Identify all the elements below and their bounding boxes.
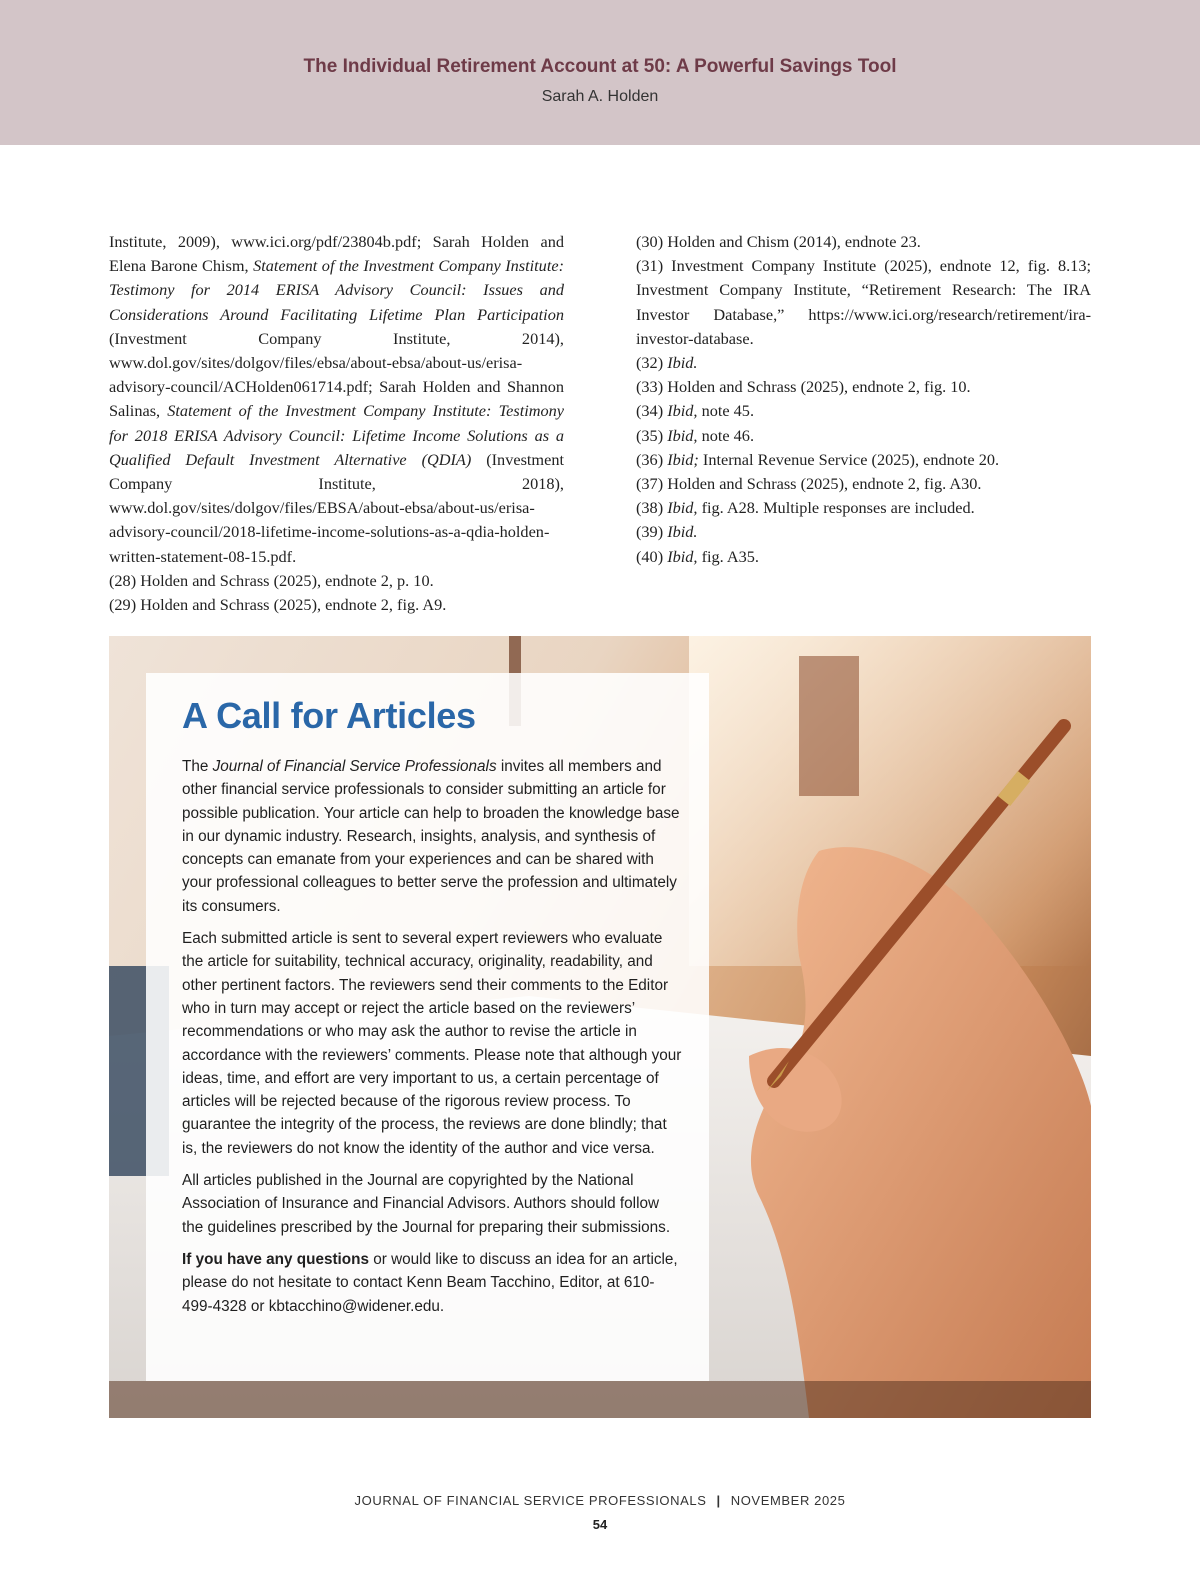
journal-name: Journal of Financial Service Professionals: [212, 758, 497, 775]
endnote-number: (35): [636, 425, 668, 445]
endnote-number: (40): [636, 546, 668, 566]
endnote-text: fig. A35.: [697, 546, 760, 566]
body-text: The: [182, 758, 213, 775]
questions-lead: If you have any questions: [182, 1250, 370, 1268]
ibid-text: Ibid;: [667, 449, 699, 469]
endnotes-right-column: [636, 230, 1091, 569]
ibid-text: Ibid,: [667, 498, 698, 518]
endnote-title-italic: Statement of the Investment Company Institute: Testimony for 2018 ERISA Advisory Council: Lifetime Income Solutions as a Qualified Default Investment Alternative (QDIA): [109, 401, 565, 469]
page-header: [0, 0, 1200, 145]
endnote-37: (37) Holden and Schrass (2025), endnote 2, fig. A30.: [636, 474, 982, 494]
ibid-text: Ibid,: [667, 401, 698, 421]
call-paragraph-2: Each submitted article is sent to several expert reviewers who evaluate the article for suitability, technical accuracy, originality, readability, and other pertinent factors. The reviewers send their comments to the Editor who in turn may accept or reject the article based on the reviewers’ recommendations or who may ask the author to revise the article in accordance with the reviewers’ comments. Please note that although your ideas, time, and effort are very important to us, a certain percentage of articles will be rejected because of the rigorous review process. To guarantee the integrity of the process, the reviews are done blindly; that is, the reviewers do not know the identity of the author and vice versa.: [182, 930, 682, 1157]
endnote-30: (30) Holden and Chism (2014), endnote 23.: [636, 232, 921, 251]
call-for-articles-body: [182, 755, 682, 1327]
endnote-35: [636, 424, 1091, 448]
endnote-number: (38): [636, 498, 668, 518]
call-paragraph-1: [182, 755, 682, 918]
endnote-38: [636, 496, 1091, 520]
endnote-33: (33) Holden and Schrass (2025), endnote 2, fig. 10.: [636, 377, 971, 397]
table-edge: [109, 1381, 1091, 1418]
background-object: [799, 656, 859, 796]
endnote-number: (32): [636, 353, 668, 373]
endnote-28: (28) Holden and Schrass (2025), endnote 2, p. 10.: [109, 570, 434, 590]
endnote-text: note 45.: [697, 401, 755, 421]
footer-separator: |: [716, 1493, 721, 1508]
endnote-32: [636, 351, 1091, 375]
endnote-text: Internal Revenue Service (2025), endnote 20.: [698, 449, 1000, 469]
article-title: The Individual Retirement Account at 50: A Powerful Savings Tool: [303, 56, 897, 77]
endnote-title-italic: Statement of the Investment Company Institute: Testimony for 2014 ERISA Advisory Council: Issues and Considerations Around Facilitating Lifetime Plan Participation: [109, 256, 564, 324]
endnote-number: (36): [636, 449, 668, 469]
page-number: 54: [592, 1517, 608, 1532]
page-footer: [0, 1493, 1200, 1508]
endnote-number: (39): [636, 522, 668, 542]
endnote-39: [636, 520, 1091, 544]
body-text: invites all members and other financial service professionals to consider submitting an article for possible publication. Your article can help to broaden the knowledge base in our dynamic industry. Research, insights, analysis, and synthesis of concepts can emanate from your experiences and can be shared with your professional colleagues to better serve the profession and ultimately its consumers.: [182, 758, 680, 915]
endnote-31: (31) Investment Company Institute (2025), endnote 12, fig. 8.13; Investment Company Institute, “Retirement Research: The IRA Investor Database,” https://www.ici.org/research/retirement/ira-investor-database.: [636, 256, 1091, 348]
endnote-36: [636, 448, 1091, 472]
endnote-text: fig. A28. Multiple responses are included.: [697, 498, 975, 518]
ibid-text: Ibid,: [667, 425, 698, 445]
endnote-text: note 46.: [697, 425, 755, 445]
call-paragraph-3: All articles published in the Journal are copyrighted by the National Association of Insurance and Financial Advisors. Authors should follow the guidelines prescribed by the Journal for preparing their submissions.: [182, 1172, 671, 1236]
call-for-articles-heading: A Call for Articles: [182, 695, 476, 736]
ibid-text: Ibid.: [667, 522, 698, 542]
endnote-27-continued: [109, 230, 564, 569]
endnote-number: (34): [636, 401, 668, 421]
endnote-40: [636, 545, 1091, 569]
ibid-text: Ibid.: [667, 353, 698, 373]
endnote-text: Institute, 2009), www.ici.org/pdf/23804b.pdf; Sarah Holden and Elena Barone Chism,: [109, 232, 564, 276]
ibid-text: Ibid,: [667, 546, 698, 566]
endnote-text: (Investment Company Institute, 2014), www.dol.gov/sites/dolgov/files/ebsa/about-ebsa/about-us/erisa-advisory-council/ACHolden061714.pdf; Sarah Holden and Shannon Salinas,: [109, 328, 564, 421]
endnote-29: (29) Holden and Schrass (2025), endnote 2, fig. A9.: [109, 595, 447, 615]
endnote-text: (Investment Company Institute, 2018), www.dol.gov/sites/dolgov/files/EBSA/about-ebsa/about-us/erisa-advisory-council/2018-lifetime-income-solutions-as-a-qdia-holden-written-statement-08-15.pdf.: [109, 449, 564, 566]
call-paragraph-4: [182, 1248, 682, 1318]
endnotes-left-column: [109, 230, 564, 617]
endnote-34: [636, 399, 1091, 423]
contact-text: or would like to discuss an idea for an article, please do not hesitate to contact Kenn Beam Tacchino, Editor, at 610-499-4328 or kbtacchino@widener.edu.: [182, 1250, 678, 1315]
article-author: Sarah A. Holden: [541, 88, 659, 105]
footer-journal: JOURNAL OF FINANCIAL SERVICE PROFESSIONALS: [354, 1493, 707, 1508]
footer-date: NOVEMBER 2025: [730, 1493, 846, 1508]
